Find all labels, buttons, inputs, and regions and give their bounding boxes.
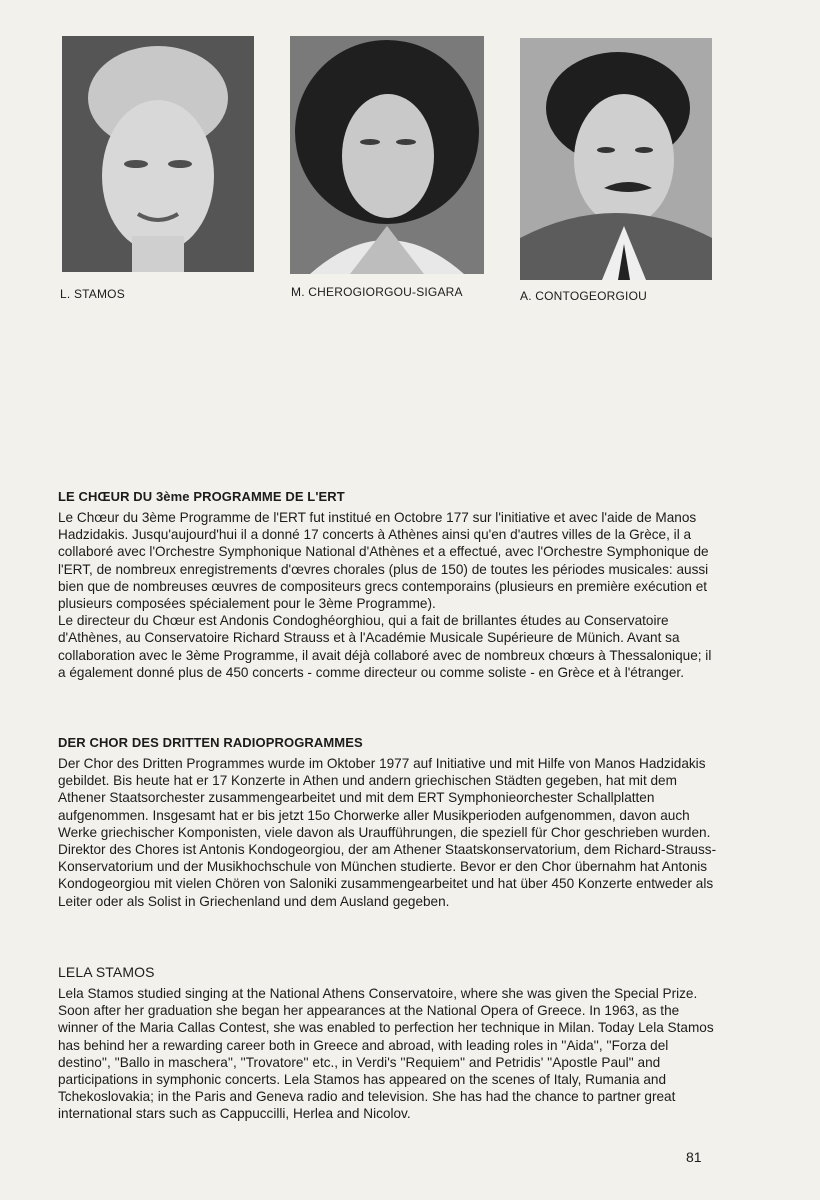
photo-caption-cherogiorgou: M. CHEROGIORGOU-SIGARA	[291, 285, 463, 299]
french-choir-section	[58, 489, 718, 681]
french-paragraph-2: Le directeur du Chœur est Andonis Condoghéorghiou, qui a fait de brillantes études au Conservatoire d'Athènes, au Conservatoire Richard Strauss et à l'Académie Musicale Supérieure de Münich. Avant sa collaboration avec le 3ème Programme, il avait déjà collaboré avec de nombreux chœurs à Thessalonique; il a également donné plus de 450 concerts - comme directeur ou comme soliste - en Grèce et à l'étranger.	[58, 613, 712, 680]
german-paragraph-1: Der Chor des Dritten Programmes wurde im Oktober 1977 auf Initiative und mit Hilfe von Manos Hadzidakis gebildet. Bis heute hat er 17 Konzerte in Athen und andern griechischen Städten gegeben, hat mit dem Athener Staatsorchester zusammengearbeitet und mit dem ERT Symphonieorchester Schallplatten aufgenommen. Insgesamt hat er bis jetzt 15o Chorwerke aller Musikperioden aufgenommen, davon auch Werke griechischer Komponisten, viele davon als Uraufführungen, die speziell für Chor geschrieben wurden. Direktor des Chores ist Antonis Kondogeorgiou, der am Athener Staatskonservatorium, dem Richard-Strauss-Konservatorium und der Musikhochschule von München studierte. Bevor er den Chor übernahm hat Antonis Kondogeorgiou mit vielen Chören von Saloniki zusammengearbeitet und hat über 450 Konzerte entweder als Leiter oder als Solist in Griechenland und dem Ausland gegeben.	[58, 756, 717, 909]
french-paragraph-1: Le Chœur du 3ème Programme de l'ERT fut institué en Octobre 177 sur l'initiative et avec l'aide de Manos Hadzidakis. Jusqu'aujourd'hui il a donné 17 concerts à Athènes ainsi qu'en d'autres villes de la Grèce, il a collaboré avec l'Orchestre Symphonique National d'Athènes et a effectué, avec l'Orchestre Symphonique de l'ERT, de nombreux enregistrements d'œvres chorales (plus de 150) de toutes les périodes musicales: aussi bien que de nombreuses œuvres de compositeurs grecs contemporains (plusieurs en première exécution et plusieurs composées spécialement pour le 3ème Programme).	[58, 510, 709, 612]
german-choir-section	[58, 735, 718, 910]
portrait-photo-cherogiorgou	[290, 36, 484, 274]
portrait-photo-stamos	[62, 36, 254, 272]
page-number: 81	[686, 1149, 702, 1165]
photo-caption-contogeorgiou: A. CONTOGEORGIOU	[520, 289, 647, 303]
photo-caption-stamos: L. STAMOS	[60, 287, 125, 301]
french-heading: LE CHŒUR DU 3ème PROGRAMME DE L'ERT	[58, 489, 345, 504]
english-paragraph-1: Lela Stamos studied singing at the National Athens Conservatoire, where she was given the Special Prize. Soon after her graduation she began her appearances at the National Opera of Greece. In 1963, as the winner of the Maria Callas Contest, she was enabled to perfection her technique in Milan. Today Lela Stamos has behind her a rewarding career both in Greece and abroad, with leading roles in ''Aida'', ''Forza del destino'', ''Ballo in maschera'', ''Trovatore'' etc., in Verdi's ''Requiem'' and Petridis' ''Apostle Paul'' and participations in symphonic concerts. Lela Stamos has appeared on the scenes of Italy, Rumania and Tchekoslovakia; in the Paris and Geneva radio and television. She has had the chance to partner great international stars such as Cappuccilli, Herlea and Nicolov.	[58, 986, 714, 1122]
german-heading: DER CHOR DES DRITTEN RADIOPROGRAMMES	[58, 735, 363, 750]
english-heading: LELA STAMOS	[58, 964, 155, 980]
portrait-photo-contogeorgiou	[520, 38, 712, 280]
lela-stamos-biography-section	[58, 964, 718, 1123]
